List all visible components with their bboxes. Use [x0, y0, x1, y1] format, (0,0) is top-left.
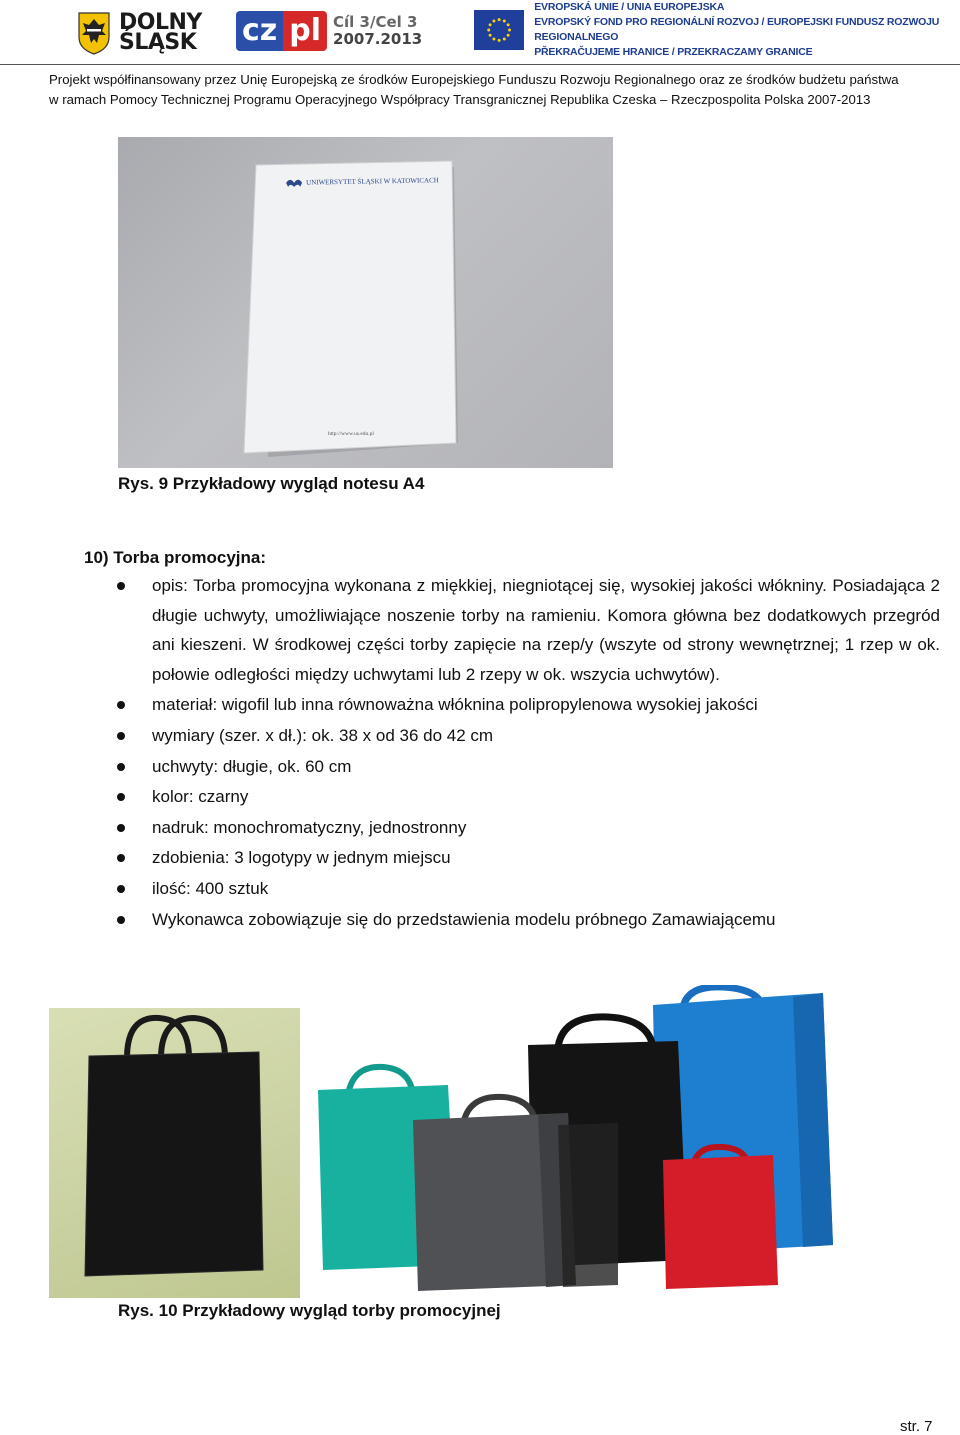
- years-text: 2007.2013: [333, 30, 423, 48]
- slask-text: ŚLĄSK: [119, 30, 197, 55]
- eagle-crest-icon: [77, 11, 111, 55]
- black-bag-photo: [49, 1008, 300, 1298]
- dolny-text: DOLNY: [119, 10, 202, 35]
- list-item: uchwyty: długie, ok. 60 cm: [114, 752, 940, 782]
- czpl-logo: [236, 8, 422, 54]
- cil-text: Cíl 3/Cel 3: [333, 13, 418, 31]
- figure-10-caption: Rys. 10 Przykładowy wygląd torby promocyjnej: [118, 1301, 501, 1320]
- eu-line2: EVROPSKÝ FOND PRO REGIONÁLNÍ ROZVOJ / EUROPEJSKI FUNDUSZ ROZWOJU REGIONALNEGO: [534, 16, 940, 43]
- notepad-footer-text: http://www.us.edu.pl: [328, 431, 374, 437]
- section-title: 10) Torba promocyjna:: [84, 548, 266, 567]
- list-item: ilość: 400 sztuk: [114, 874, 940, 904]
- list-item: wymiary (szer. x dł.): ok. 38 x od 36 do 42 cm: [114, 721, 940, 751]
- black-bag-illustration: [49, 1008, 300, 1298]
- bullet-icon: [117, 793, 125, 801]
- cofinancing-note: [49, 70, 899, 110]
- bullet-icon: [117, 763, 125, 771]
- eu-flag-icon: [474, 10, 524, 50]
- header-logos: [0, 0, 960, 62]
- eu-line1: EVROPSKÁ UNIE / UNIA EUROPEJSKA: [534, 1, 725, 13]
- pl-mark: pl: [283, 11, 327, 51]
- list-item: Wykonawca zobowiązuje się do przedstawienia modelu próbnego Zamawiającemu: [114, 905, 940, 935]
- eu-line3: PŘEKRAČUJEME HRANICE / PRZEKRACZAMY GRANICE: [534, 46, 813, 58]
- bullet-icon: [117, 854, 125, 862]
- bullet-icon: [117, 885, 125, 893]
- notepad-header-text: UNIWERSYTET ŚLĄSKI W KATOWICACH: [306, 176, 439, 187]
- bullet-icon: [117, 732, 125, 740]
- list-item: zdobienia: 3 logotypy w jednym miejscu: [114, 843, 940, 873]
- spec-list: [114, 571, 940, 935]
- notepad-photo: [118, 137, 613, 468]
- notepad-illustration: [118, 137, 613, 468]
- bullet-icon: [117, 824, 125, 832]
- bullet-icon: [117, 916, 125, 924]
- figure-9-caption: Rys. 9 Przykładowy wygląd notesu A4: [118, 474, 425, 493]
- dolny-slask-logo: [77, 10, 202, 56]
- cofinancing-line2: w ramach Pomocy Technicznej Programu Operacyjnego Współpracy Transgranicznej Republika Czeska – Rzeczpospolita Polska 2007-2013: [49, 92, 871, 107]
- bullet-icon: [117, 701, 125, 709]
- eu-logo: [474, 1, 960, 58]
- colored-bags-photo: [318, 985, 918, 1295]
- list-item: kolor: czarny: [114, 782, 940, 812]
- list-item: opis: Torba promocyjna wykonana z miękkiej, niegniotącej się, wysokiej jakości włókniny. Posiadająca 2 długie uchwyty, umożliwiające noszenie torby na ramieniu. Komora główna bez dodatkowych przegród ani kieszeni. W środkowej części torby zapięcie na rzep/y (wszyte od strony wewnętrznej; 1 rzep w ok. połowie odległości między uchwytami lub 2 rzepy w ok. wszycia uchwytów).: [114, 571, 940, 689]
- cz-mark: cz: [236, 11, 283, 51]
- bullet-icon: [117, 582, 125, 590]
- list-item: materiał: wigofil lub inna równoważna włóknina polipropylenowa wysokiej jakości: [114, 690, 940, 720]
- cofinancing-line1: Projekt współfinansowany przez Unię Europejską ze środków Europejskiego Funduszu Rozwoju Regionalnego oraz ze środków budżetu państwa: [49, 72, 899, 87]
- page-number: str. 7: [900, 1418, 933, 1435]
- list-item: nadruk: monochromatyczny, jednostronny: [114, 813, 940, 843]
- header-divider: [0, 64, 960, 65]
- colored-bags-illustration: [318, 985, 918, 1295]
